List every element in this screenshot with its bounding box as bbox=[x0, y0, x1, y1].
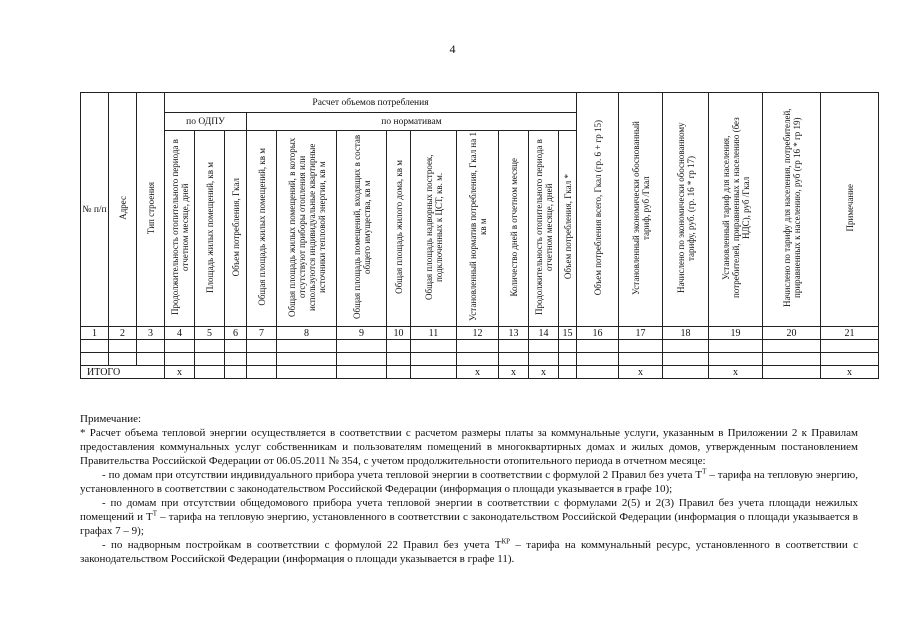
notes-paragraph-2: - по домам при отсутствии индивидуального прибора учета тепловой энергии в соответствии с формулой 2 Правил без учета $Т^Т$ – тарифа на тепловую энергию, установленного в соответствии с законодательством Российской Федерации (информация о площади указывается в графе 10); bbox=[80, 467, 858, 495]
col-num: 20 bbox=[763, 327, 821, 340]
col-num: 4 bbox=[165, 327, 195, 340]
col-num: 13 bbox=[499, 327, 529, 340]
col-num: 10 bbox=[387, 327, 411, 340]
header-note: Примечание bbox=[821, 93, 879, 327]
total-mark: x bbox=[457, 366, 499, 379]
header-c10: Общая площадь жилого дома, кв м bbox=[387, 131, 411, 327]
header-number: № п/п bbox=[81, 93, 109, 327]
col-num: 21 bbox=[821, 327, 879, 340]
total-mark: x bbox=[499, 366, 529, 379]
notes-paragraph-3: - по домам при отсутствии общедомового прибора учета тепловой энергии в соответствии с формулами 2(5) и 2(3) Правил без учета площади нежилых помещений и $Т^Т$ – тарифа на тепловую энергию, установленного в соответствии с законодательством Российской Федерации (информация о площади указывается в графах 7 – 9); bbox=[80, 497, 858, 537]
page-number: 4 bbox=[449, 42, 456, 56]
notes-title: Примечание: bbox=[80, 413, 142, 425]
header-c15: Объем потребления, Гкал * bbox=[559, 131, 577, 327]
consumption-table bbox=[80, 92, 879, 379]
col-num: 8 bbox=[277, 327, 337, 340]
col-num: 1 bbox=[81, 327, 109, 340]
col-num: 19 bbox=[709, 327, 763, 340]
col-num: 5 bbox=[195, 327, 225, 340]
header-c4: Продолжительность отопительного периода в отчетном месяце, дней bbox=[165, 131, 195, 327]
col-num: 9 bbox=[337, 327, 387, 340]
header-c13: Количество дней в отчетном месяце bbox=[499, 131, 529, 327]
header-c5: Площадь жилых помещений, кв м bbox=[195, 131, 225, 327]
notes-section bbox=[80, 412, 858, 566]
col-num: 3 bbox=[137, 327, 165, 340]
header-c9: Общая площадь помещений, входящих в состав общего имущества, кв м bbox=[337, 131, 387, 327]
header-sub-norm: по нормативам bbox=[247, 113, 577, 131]
header-address: Адрес bbox=[109, 93, 137, 327]
header-c12: Установленный норматив потребления, Гкал на 1 кв м bbox=[457, 131, 499, 327]
total-mark: x bbox=[821, 366, 879, 379]
header-pop-tariff: Установленный тариф для населения, потребителей, приравненных к населению (без НДС), руб /Гкал bbox=[709, 93, 763, 327]
total-mark: x bbox=[165, 366, 195, 379]
header-sub-odpu: по ОДПУ bbox=[165, 113, 247, 131]
header-building-type: Тип строения bbox=[137, 93, 165, 327]
col-num: 16 bbox=[577, 327, 619, 340]
header-c14: Продолжительность отопительного периода в отчетном месяце, дней bbox=[529, 131, 559, 327]
col-num: 12 bbox=[457, 327, 499, 340]
col-num: 15 bbox=[559, 327, 577, 340]
total-mark: x bbox=[529, 366, 559, 379]
header-econ-charge: Начислено по экономически обоснованному тарифу, руб. (гр. 16 * гр 17) bbox=[663, 93, 709, 327]
total-mark: x bbox=[709, 366, 763, 379]
col-num: 7 bbox=[247, 327, 277, 340]
col-num: 17 bbox=[619, 327, 663, 340]
table-row bbox=[81, 353, 879, 366]
col-num: 2 bbox=[109, 327, 137, 340]
notes-paragraph-1: * Расчет объема тепловой энергии осуществляется в соответствии с расчетом размеры платы за коммунальные услуги, указанным в Приложении 2 к Правилам предоставления коммунальных услуг собственникам и пользователям помещений в многоквартирных домах и жилых домов, утвержденным постановлением Правительства Российской Федерации от 06.05.2011 № 354, с учетом продолжительности отопительного периода в отчетном месяце: bbox=[80, 427, 858, 467]
total-label: ИТОГО bbox=[81, 366, 165, 379]
total-row bbox=[81, 366, 879, 379]
header-econ-tariff: Установленный экономически обоснованный тариф, руб /Гкал bbox=[619, 93, 663, 327]
col-num: 6 bbox=[225, 327, 247, 340]
table-row bbox=[81, 340, 879, 353]
total-mark: x bbox=[619, 366, 663, 379]
header-pop-charge: Начислено по тарифу для населения, потребителей, приравненных к населению, руб (гр 16 * гр 19) bbox=[763, 93, 821, 327]
header-c7: Общая площадь жилых помещений, кв м bbox=[247, 131, 277, 327]
col-num: 11 bbox=[411, 327, 457, 340]
header-c11: Общая площадь надворных построек, подключенных к ЦСТ, кв. м. bbox=[411, 131, 457, 327]
header-total-consumption: Объем потребления всего, Гкал (гр. 6 + гр 15) bbox=[577, 93, 619, 327]
notes-paragraph-4: - по надворным постройкам в соответствии с формулой 22 Правил без учета $Т^{КР}$ – тарифа на коммунальный ресурс, установленного в соответствии с законодательством Российской Федерации (информация о площади указывается в графе 11). bbox=[80, 537, 858, 565]
col-num: 18 bbox=[663, 327, 709, 340]
col-num: 14 bbox=[529, 327, 559, 340]
header-c8: Общая площадь жилых помещений, в которых отсутствуют приборы отопления или используются индивидуальные квартирные источники тепловой энергии, кв м bbox=[277, 131, 337, 327]
header-c6: Объем потребления, Гкал bbox=[225, 131, 247, 327]
header-group-title: Расчет объемов потребления bbox=[165, 93, 577, 113]
column-numbers-row bbox=[81, 327, 879, 340]
